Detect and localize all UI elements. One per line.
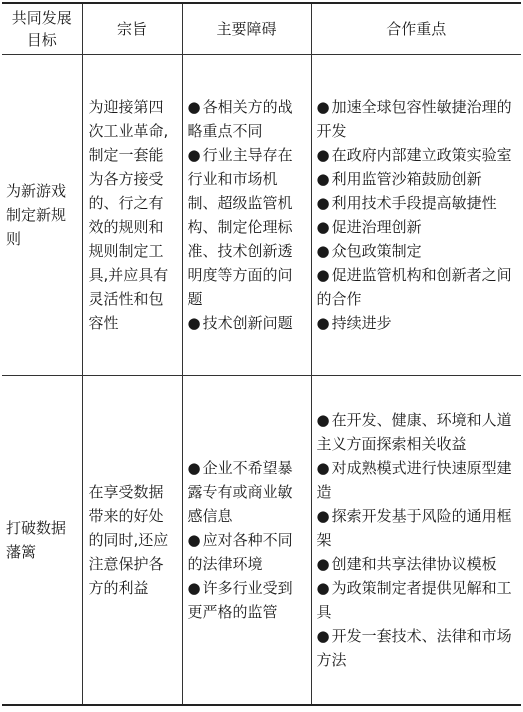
list-item: ● 持续进步 bbox=[316, 314, 392, 332]
obstacles-cell bbox=[182, 55, 311, 376]
list-item: ● 各相关方的战略重点不同 bbox=[187, 98, 293, 140]
list-item: ● 为政策制定者提供见解和工具 bbox=[316, 579, 512, 621]
list-item: ● 促进治理创新 bbox=[316, 218, 422, 236]
table-row bbox=[2, 55, 521, 376]
header-aim: 宗旨 bbox=[82, 3, 182, 55]
aim-cell: 在享受数据带来的好处的同时,还应注意保护各方的利益 bbox=[82, 376, 182, 706]
cooperation-table bbox=[2, 2, 521, 706]
goal-cell: 打破数据藩篱 bbox=[2, 376, 82, 706]
list-item: ● 探索开发基于风险的通用框架 bbox=[316, 507, 512, 549]
list-item: ● 众包政策制定 bbox=[316, 242, 422, 260]
list-item: ● 技术创新问题 bbox=[187, 314, 293, 332]
list-item: ● 行业主导存在行业和市场机制、超级监管机构、制定伦理标准、技术创新透明度等方面的问题 bbox=[187, 146, 293, 308]
focus-cell bbox=[311, 376, 521, 706]
table-header-row bbox=[2, 3, 521, 55]
list-item: ● 利用技术手段提高敏捷性 bbox=[316, 194, 497, 212]
list-item: ● 促进监管机构和创新者之间的合作 bbox=[316, 266, 512, 308]
list-item: ● 加速全球包容性敏捷治理的开发 bbox=[316, 98, 512, 140]
table-row bbox=[2, 376, 521, 706]
aim-cell: 为迎接第四次工业革命,制定一套能为各方接受的、行之有效的规则和规则制定工具,并应具有灵活性和包容性 bbox=[82, 55, 182, 376]
obstacles-list bbox=[188, 95, 306, 335]
list-item: ● 应对各种不同的法律环境 bbox=[187, 531, 293, 573]
list-item: ● 在开发、健康、环境和人道主义方面探索相关收益 bbox=[316, 411, 512, 453]
list-item: ● 开发一套技术、法律和市场方法 bbox=[316, 627, 512, 669]
list-item: ● 创建和共享法律协议模板 bbox=[316, 555, 497, 573]
obstacles-cell bbox=[182, 376, 311, 706]
goal-cell: 为新游戏制定新规则 bbox=[2, 55, 82, 376]
header-obstacles: 主要障碍 bbox=[182, 3, 311, 55]
focus-cell bbox=[311, 55, 521, 376]
focus-list bbox=[317, 95, 517, 335]
list-item: ● 利用监管沙箱鼓励创新 bbox=[316, 170, 482, 188]
focus-list bbox=[317, 408, 517, 672]
list-item: ● 在政府内部建立政策实验室 bbox=[316, 146, 512, 164]
list-item: ● 对成熟模式进行快速原型建造 bbox=[316, 459, 512, 501]
list-item: ● 许多行业受到更严格的监管 bbox=[187, 579, 293, 621]
header-focus: 合作重点 bbox=[311, 3, 521, 55]
header-goal: 共同发展目标 bbox=[2, 3, 82, 55]
obstacles-list bbox=[188, 456, 306, 624]
list-item: ● 企业不希望暴露专有或商业敏感信息 bbox=[187, 459, 293, 525]
